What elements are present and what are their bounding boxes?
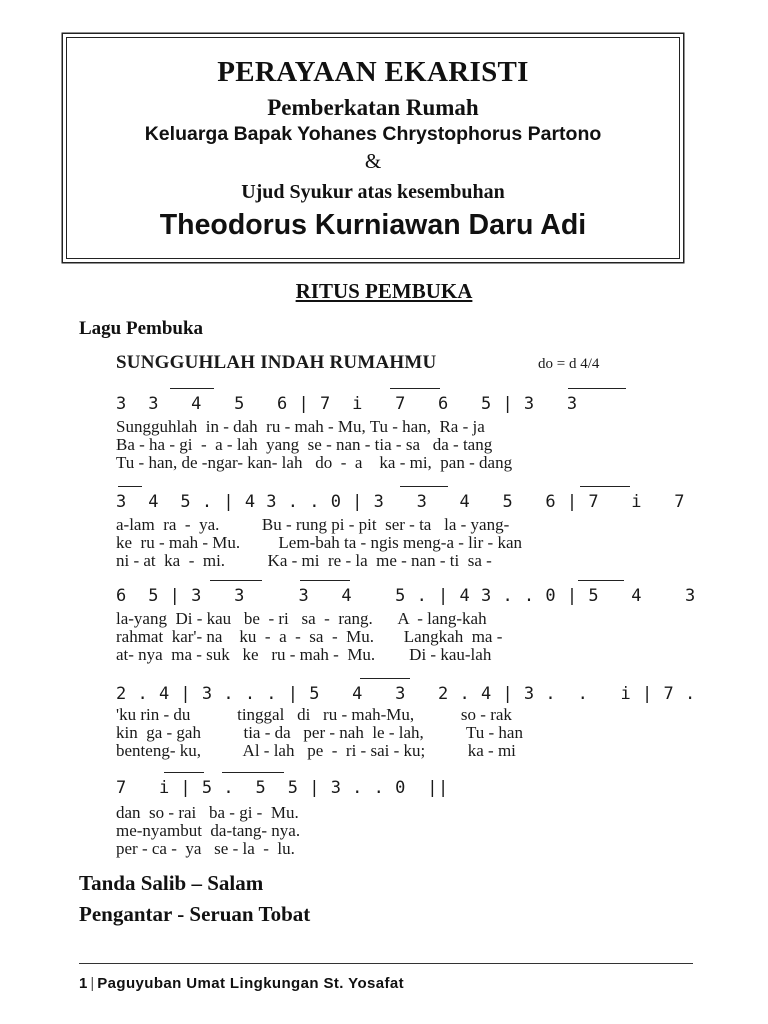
page-number: 1 (79, 975, 88, 992)
footer-separator: | (90, 975, 95, 992)
beam-mark (400, 486, 448, 487)
footer-divider (79, 963, 693, 964)
lyric-line-2-2: ke ru - mah - Mu. Lem-bah ta - ngis meng-a - lir - kan (116, 533, 522, 552)
beam-mark (118, 486, 142, 487)
lyric-line-1-1: Sungguhlah in - dah ru - mah - Mu, Tu - han, Ra - ja (116, 417, 485, 436)
beam-mark (300, 580, 350, 581)
song-title: SUNGGUHLAH INDAH RUMAHMU (116, 352, 437, 373)
beam-mark (390, 388, 440, 389)
beam-mark (568, 388, 626, 389)
lyric-line-4-1: 'ku rin - du tinggal di ru - mah-Mu, so - rak (116, 705, 512, 724)
intention-text: Ujud Syukur atas kesembuhan (241, 181, 505, 203)
lyric-line-5-3: per - ca - ya se - la - lu. (116, 839, 295, 858)
lyric-line-2-1: a-lam ra - ya. Bu - rung pi - pit ser - ta la - yang- (116, 515, 510, 534)
song-key: do = d 4/4 (538, 356, 600, 372)
notation-line-1: 3 3 4 5 6 | 7 i 7 6 5 | 3 3 (116, 394, 578, 414)
beam-mark (578, 580, 624, 581)
beam-mark (170, 388, 214, 389)
lyric-line-2-3: ni - at ka - mi. Ka - mi re - la me - nan - ti sa - (116, 551, 492, 570)
beam-mark (210, 580, 262, 581)
lyric-line-4-3: benteng- ku, Al - lah pe - ri - sai - ku; ka - mi (116, 741, 516, 760)
lyric-line-3-1: la-yang Di - kau be - ri sa - rang. A - lang-kah (116, 609, 487, 628)
lyric-line-5-2: me-nyambut da-tang- nya. (116, 821, 301, 840)
lyric-line-1-3: Tu - han, de -ngar- kan- lah do - a ka - mi, pan - dang (116, 453, 513, 472)
section-heading: RITUS PEMBUKA (295, 279, 473, 303)
notation-line-5: 7 i | 5 . 5 5 | 3 . . 0 || (116, 778, 449, 798)
lyric-line-3-2: rahmat kar'- na ku - a - sa - Mu. Langkah ma - (116, 627, 503, 646)
beam-mark (360, 678, 410, 679)
title-box (66, 37, 680, 259)
song-sheet (110, 348, 696, 868)
lyric-line-4-2: kin ga - gah tia - da per - nah le - lah, Tu - han (116, 723, 523, 742)
notation-line-2: 3 4 5 . | 4 3 . . 0 | 3 3 4 5 6 | 7 i 7 (116, 492, 685, 512)
family-name: Keluarga Bapak Yohanes Chrystophorus Partono (144, 123, 602, 145)
song-subheading: Lagu Pembuka (79, 318, 204, 339)
beam-mark (164, 772, 204, 773)
lyric-line-5-1: dan so - rai ba - gi - Mu. (116, 803, 299, 822)
page-footer (79, 975, 404, 992)
notation-line-3: 6 5 | 3 3 3 4 5 . | 4 3 . . 0 | 5 4 3 (116, 586, 696, 606)
beam-mark (580, 486, 630, 487)
liturgy-item-penitential: Pengantar - Seruan Tobat (79, 902, 311, 926)
lyric-line-1-2: Ba - ha - gi - a - lah yang se - nan - tia - sa da - tang (116, 435, 493, 454)
honoree-name: Theodorus Kurniawan Daru Adi (159, 209, 587, 241)
lyric-line-3-3: at- nya ma - suk ke ru - mah - Mu. Di - kau-lah (116, 645, 492, 664)
document-title: PERAYAAN EKARISTI (217, 56, 529, 88)
liturgy-item-sign-of-cross: Tanda Salib – Salam (79, 871, 264, 895)
footer-organization: Paguyuban Umat Lingkungan St. Yosafat (97, 975, 405, 992)
document-subtitle: Pemberkatan Rumah (267, 95, 479, 120)
ampersand: & (364, 149, 382, 173)
notation-line-4: 2 . 4 | 3 . . . | 5 4 3 2 . 4 | 3 . . i | 7 . (116, 684, 696, 704)
beam-mark (222, 772, 284, 773)
